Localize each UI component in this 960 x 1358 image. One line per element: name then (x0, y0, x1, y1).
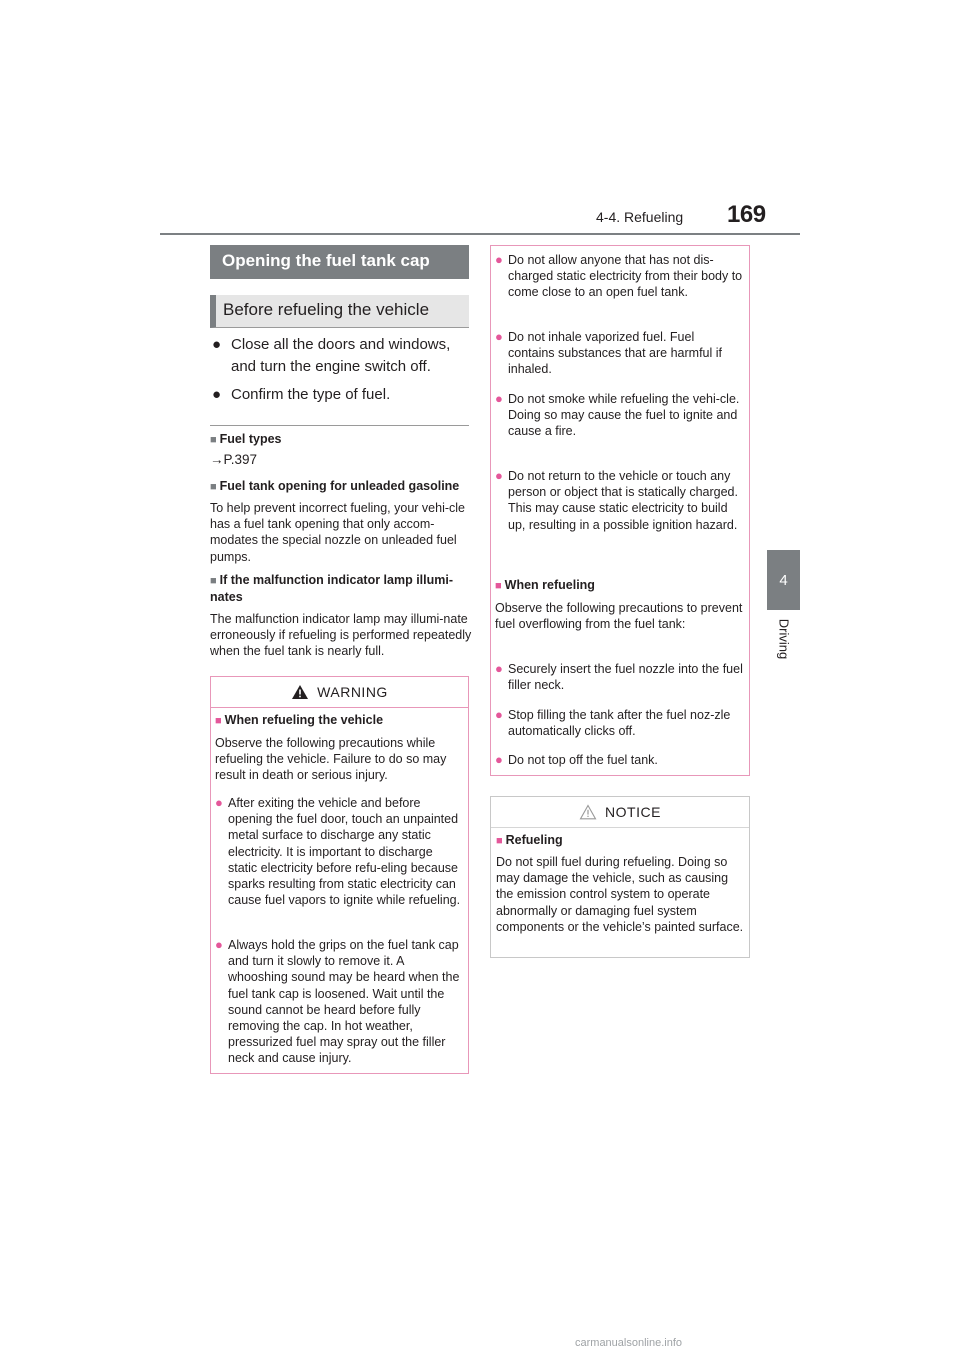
bullet-dot: ● (495, 752, 503, 767)
warning-continued-box (490, 245, 750, 776)
divider (210, 425, 469, 426)
caution-icon (579, 804, 597, 820)
warning-intro: Observe the following precautions to prevent fuel overflowing from the fuel tank: (495, 601, 743, 632)
page-number: 169 (727, 201, 766, 228)
info-heading: ■ Fuel types (210, 432, 282, 446)
bullet-dot: ● (215, 795, 223, 810)
info-body: To help prevent incorrect fueling, your vehi-cle has a fuel tank opening that only accom-modates the special nozzle on unleaded fuel pumps. (210, 501, 465, 564)
bullet-text: Confirm the type of fuel. (231, 386, 391, 403)
info-body: The malfunction indicator lamp may illumi-nate erroneously if refueling is performed repeatedly when the fuel tank is nearly full. (210, 612, 472, 659)
bullet-item (212, 334, 462, 378)
info-heading: ■ If the malfunction indicator lamp illumi-nates (210, 573, 453, 604)
chapter-label: Driving (776, 618, 792, 660)
notice-body: Do not spill fuel during refueling. Doing so may damage the vehicle, such as causing the emission control system to operate abnormally or damaging fuel system components or the vehicle’s painted surface. (496, 855, 744, 934)
chapter-tab (767, 550, 800, 610)
warning-item: ● Do not allow anyone that has not dis-charged static electricity from their body to come close to an open fuel tank. (495, 252, 743, 300)
square-marker-icon: ■ (210, 575, 217, 587)
section-title: 4-4. Refueling (596, 209, 684, 225)
warning-item: ● Securely insert the fuel nozzle into the fuel filler neck. (495, 661, 743, 693)
section-heading: Opening the fuel tank cap (210, 245, 469, 279)
warning-item: ● Do not top off the fuel tank. (495, 752, 658, 767)
square-marker-icon: ■ (496, 835, 503, 847)
bullet-dot: ● (495, 391, 503, 406)
warning-header (211, 677, 468, 708)
header-rule (160, 233, 800, 235)
bullet-dot: ● (495, 661, 503, 676)
warning-item: ● Always hold the grips on the fuel tank cap and turn it slowly to remove it. A whooshing sound may be heard when the fuel tank cap is loosened. Wait until the sound cannot be heard before fully removing the cap. In hot weather, pressurized fuel may spray out the filler neck and cause injury. (215, 937, 460, 1066)
warning-item: ● After exiting the vehicle and before opening the fuel door, touch an unpainted metal surface to discharge any static electricity. It is important to discharge static electricity before refu-eling because sparks resulting from static electricity can cause fuel vapors to ignite while refueling. (215, 795, 461, 908)
chapter-number: 4 (779, 571, 788, 589)
bullet-dot: ● (495, 252, 503, 267)
notice-label: NOTICE (605, 804, 661, 820)
bullet-dot: ● (215, 937, 223, 952)
square-marker-icon: ■ (210, 434, 217, 446)
page-reference[interactable]: →P.397 (210, 452, 258, 467)
warning-icon (291, 684, 309, 700)
warning-item: ● Do not inhale vaporized fuel. Fuel contains substances that are harmful if inhaled. (495, 329, 723, 377)
bullet-dot: ● (212, 336, 222, 353)
bullet-dot: ● (495, 468, 503, 483)
square-marker-icon: ■ (495, 580, 502, 592)
bullet-text: Close all the doors and windows, and turn the engine switch off. (231, 336, 451, 375)
warning-item: ● Do not return to the vehicle or touch any person or object that is statically charged. This may cause static electricity to build up, resulting in a possible ignition hazard. (495, 468, 738, 532)
notice-header (491, 797, 749, 828)
bullet-dot: ● (495, 329, 503, 344)
bullet-item (212, 384, 462, 406)
subsection-heading: Before refueling the vehicle (210, 295, 469, 328)
info-heading: ■ Fuel tank opening for unleaded gasoline (210, 479, 460, 493)
square-marker-icon: ■ (210, 481, 217, 493)
square-marker-icon: ■ (215, 715, 222, 727)
notice-box (490, 796, 750, 958)
warning-label: WARNING (317, 684, 388, 700)
warning-title: ■ When refueling the vehicle (215, 713, 384, 727)
warning-intro: Observe the following precautions while refueling the vehicle. Failure to do so may result in death or serious injury. (215, 736, 447, 783)
warning-box (210, 676, 469, 1074)
warning-title: ■ When refueling (495, 578, 595, 592)
watermark: carmanualsonline.info (575, 1337, 683, 1349)
warning-item: ● Stop filling the tank after the fuel noz-zle automatically clicks off. (495, 707, 731, 739)
bullet-dot: ● (212, 386, 222, 403)
bullet-dot: ● (495, 707, 503, 722)
warning-item: ● Do not smoke while refueling the vehi-cle. Doing so may cause the fuel to ignite and cause a fire. (495, 391, 740, 439)
notice-title: ■ Refueling (496, 833, 563, 847)
